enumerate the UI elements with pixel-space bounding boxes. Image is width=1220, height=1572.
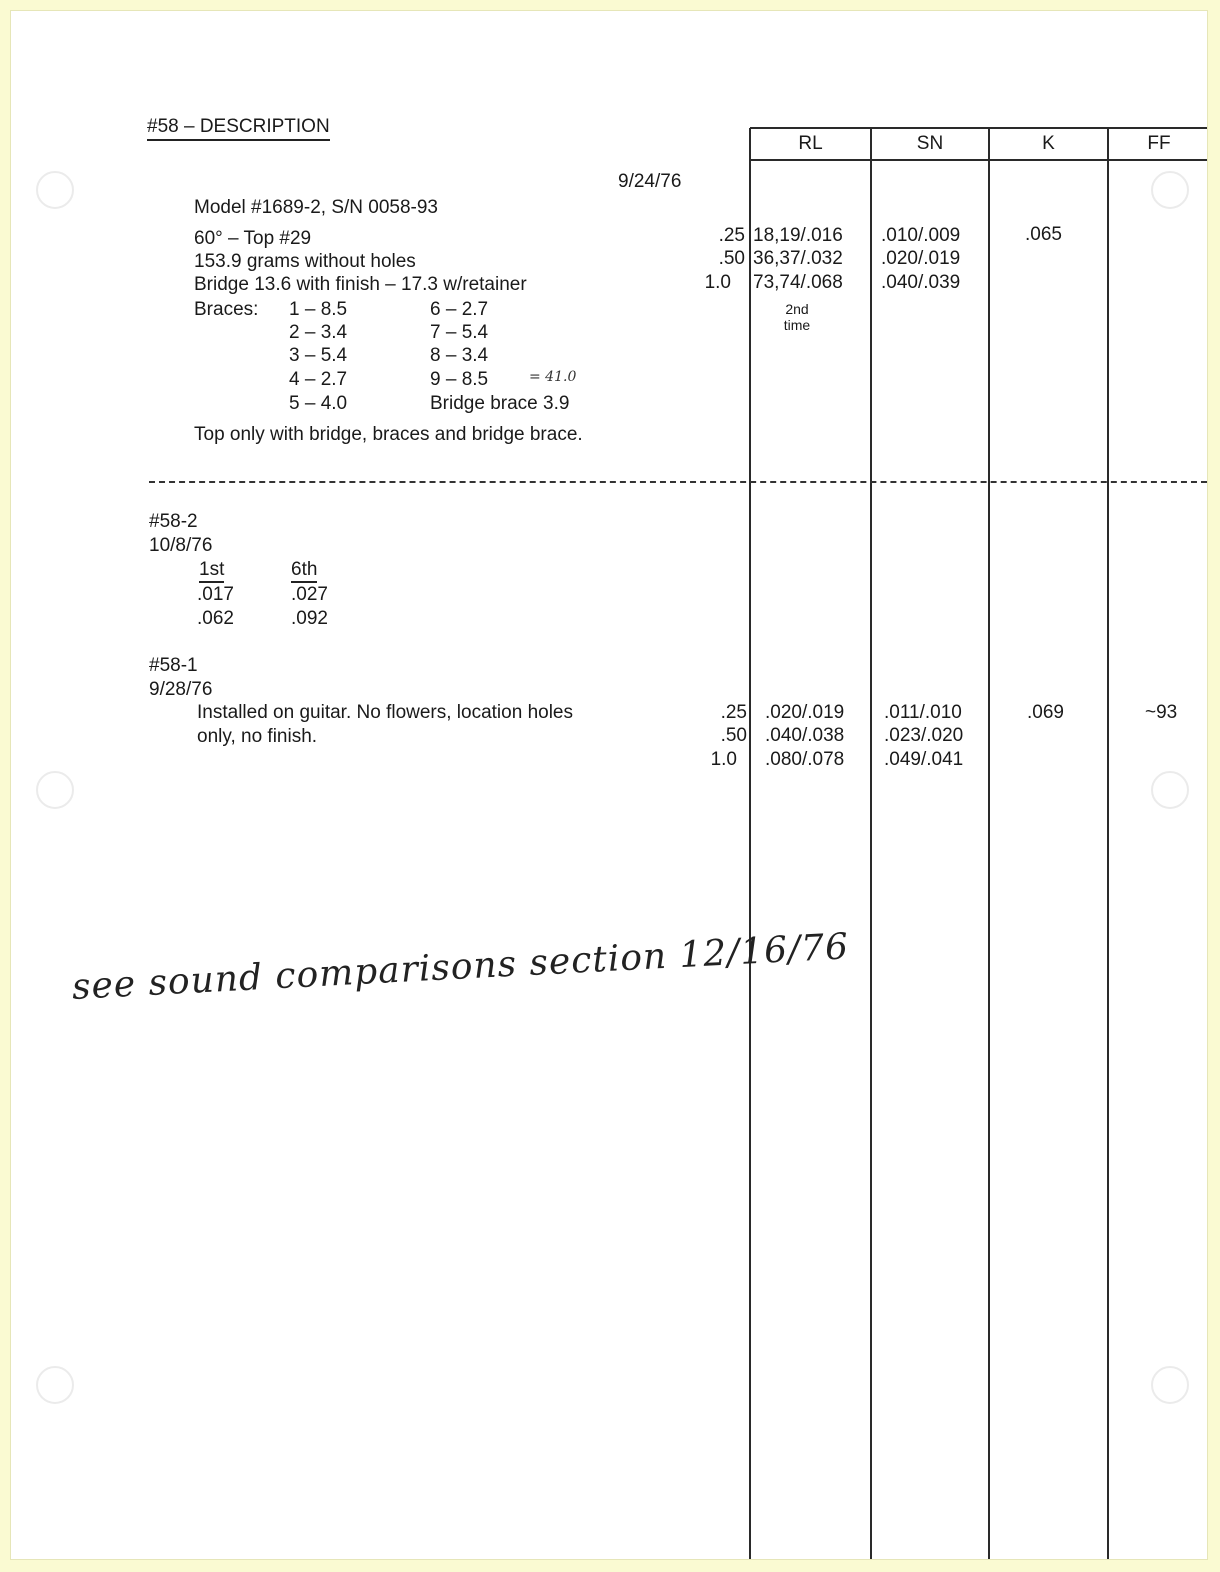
entry2-col2-head: 6th (291, 559, 317, 583)
load-value: 1.0 (704, 272, 731, 293)
entry2-col1-value: .017 (197, 584, 234, 605)
load-value: .50 (720, 725, 747, 746)
rl-value: 18,19/.016 (753, 225, 843, 246)
punch-hole (1151, 771, 1189, 809)
entry3-line2: only, no finish. (197, 726, 318, 747)
brace-left-2: 2 – 3.4 (289, 322, 348, 343)
entry1-line1: 60° – Top #29 (194, 228, 312, 249)
entry3-id: #58-1 (149, 655, 198, 676)
entry2-col2-value: .027 (291, 584, 328, 605)
load-value: .25 (718, 225, 745, 246)
sn-value: .010/.009 (881, 225, 961, 246)
sn-value: .023/.020 (884, 725, 964, 746)
entry1-date: 9/24/76 (618, 171, 682, 192)
punch-hole (1151, 171, 1189, 209)
brace-left-3: 3 – 5.4 (289, 345, 348, 366)
column-divider (1107, 128, 1109, 1559)
punch-hole (36, 1366, 74, 1404)
punch-hole (36, 771, 74, 809)
document-page (10, 10, 1208, 1560)
entry3-line1: Installed on guitar. No flowers, location holes (197, 702, 573, 723)
braces-total-note: = 41.0 (529, 369, 577, 385)
brace-left-5: 5 – 4.0 (289, 393, 348, 414)
entry2-col1-head: 1st (199, 559, 224, 583)
rl-value: .040/.038 (765, 725, 845, 746)
handwritten-note: see sound comparisons section 12/16/76 (71, 926, 850, 1008)
punch-hole (36, 171, 74, 209)
brace-left-1: 1 – 8.5 (289, 299, 348, 320)
punch-hole (1151, 1366, 1189, 1404)
entry2-date: 10/8/76 (149, 535, 213, 556)
table-header-bottom-line (750, 159, 1207, 161)
braces-label: Braces: (194, 299, 259, 320)
entry2-id: #58-2 (149, 511, 198, 532)
page-title: #58 – DESCRIPTION (147, 116, 330, 141)
column-header-k: K (1042, 133, 1055, 154)
entry1-line2: 153.9 grams without holes (194, 251, 416, 272)
column-divider (988, 128, 990, 1559)
rl-value: 36,37/.032 (753, 248, 843, 269)
column-divider (870, 128, 872, 1559)
column-divider (749, 128, 751, 1559)
column-header-ff: FF (1147, 133, 1171, 154)
rl-value: .020/.019 (765, 702, 845, 723)
entry1-model: Model #1689-2, S/N 0058-93 (194, 197, 438, 218)
table-header-top-line (750, 127, 1207, 129)
brace-right-9: 9 – 8.5 (430, 369, 489, 390)
load-value: .50 (718, 248, 745, 269)
k-value: .069 (1027, 702, 1064, 723)
brace-right-8: 8 – 3.4 (430, 345, 489, 366)
brace-right-7: 7 – 5.4 (430, 322, 489, 343)
entry2-col2-value: .092 (291, 608, 328, 629)
sn-value: .011/.010 (884, 702, 962, 723)
k-value: .065 (1025, 224, 1062, 245)
entry1-footer: Top only with bridge, braces and bridge brace. (194, 424, 583, 445)
entry3-date: 9/28/76 (149, 679, 213, 700)
sn-value: .049/.041 (884, 749, 964, 770)
brace-left-4: 4 – 2.7 (289, 369, 348, 390)
column-header-rl: RL (798, 133, 823, 154)
section-divider (149, 481, 1207, 483)
load-value: .25 (720, 702, 747, 723)
column-header-sn: SN (916, 133, 944, 154)
rl-value: .080/.078 (765, 749, 845, 770)
brace-right-6: 6 – 2.7 (430, 299, 489, 320)
load-value: 1.0 (710, 749, 737, 770)
entry1-line3: Bridge 13.6 with finish – 17.3 w/retainer (194, 274, 527, 295)
entry2-col1-value: .062 (197, 608, 234, 629)
bridge-brace: Bridge brace 3.9 (430, 393, 570, 414)
rl-value: 73,74/.068 (753, 272, 843, 293)
sn-value: .040/.039 (881, 272, 961, 293)
ff-value: ~93 (1145, 702, 1178, 723)
sn-value: .020/.019 (881, 248, 961, 269)
rl-note: 2nd time (783, 301, 811, 333)
